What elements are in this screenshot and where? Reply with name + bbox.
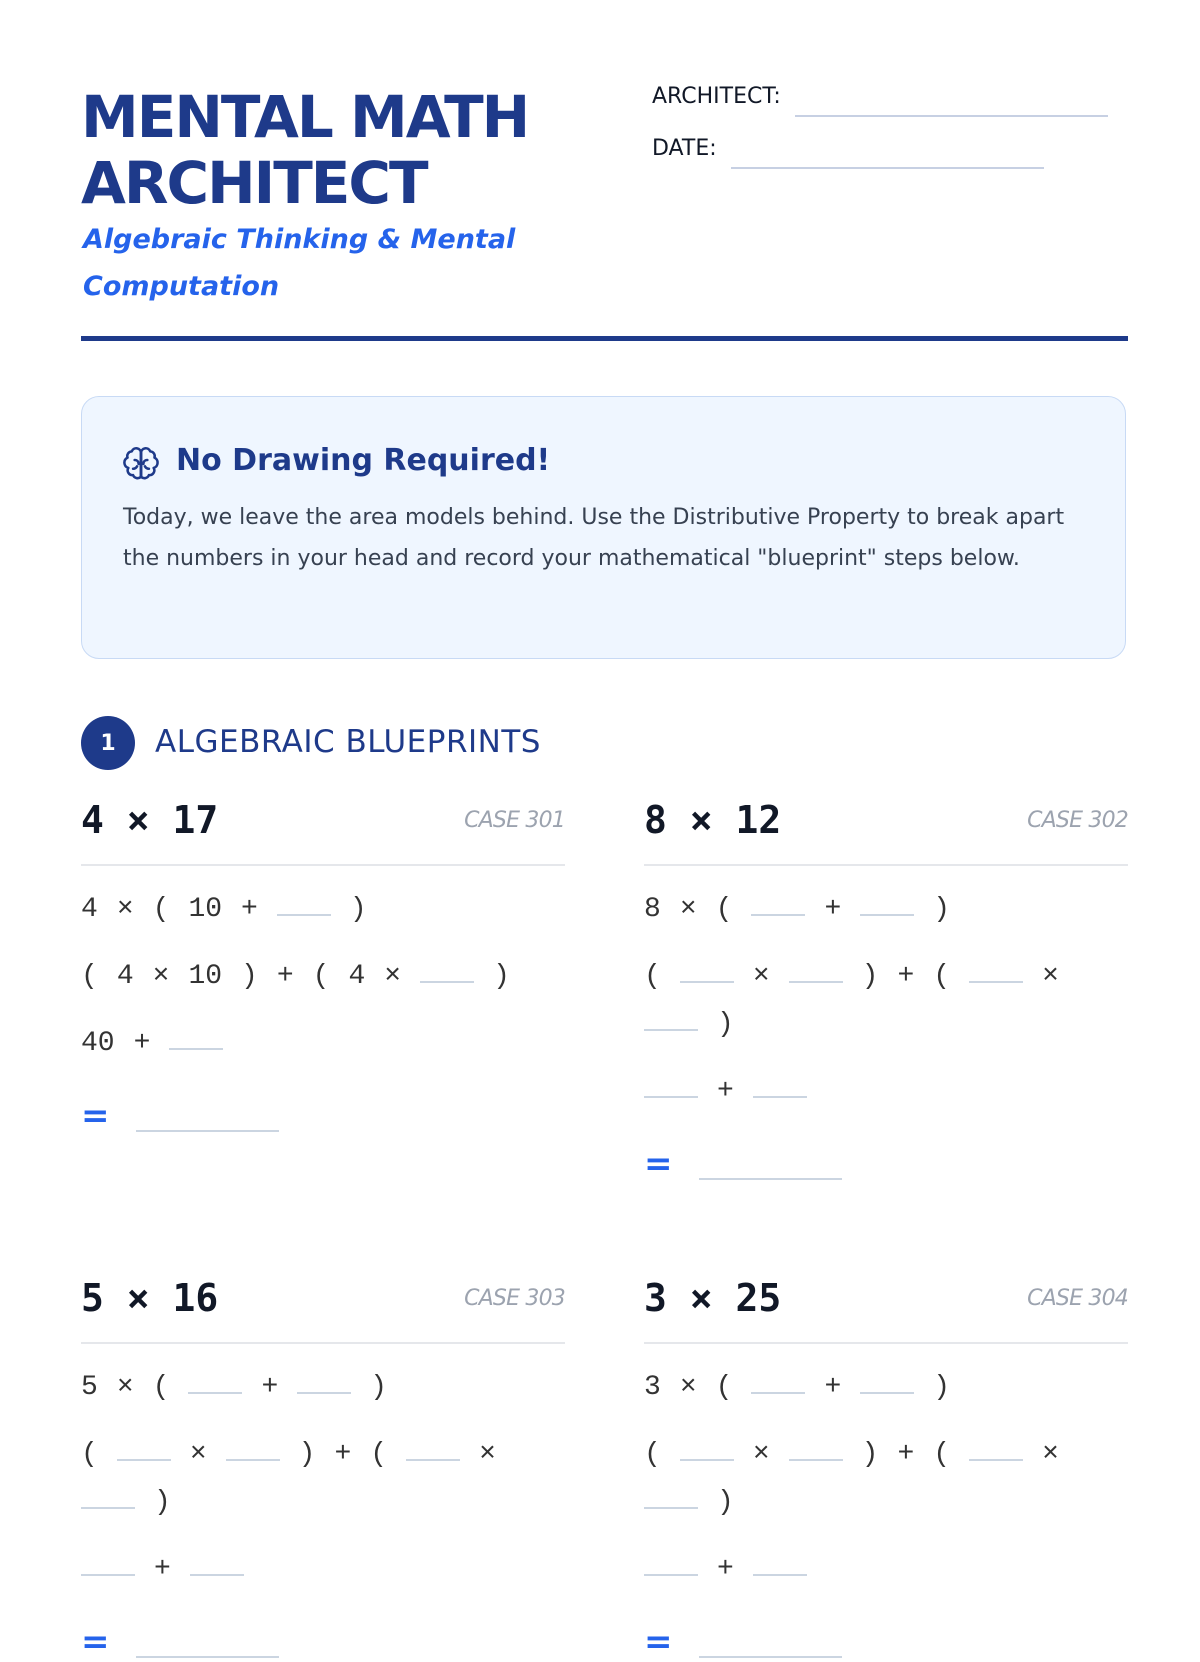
step-token: + [717, 1076, 734, 1107]
step-token: 10 [188, 961, 223, 992]
step-token: × [1042, 1439, 1059, 1470]
step-token: ( [715, 1372, 733, 1403]
step-token: ) [717, 1009, 734, 1040]
page-subtitle: Algebraic Thinking & Mental Computation [83, 224, 516, 302]
step-token: ( [152, 1372, 170, 1403]
page-title: MENTAL MATH ARCHITECT [81, 83, 529, 217]
final-answer [644, 1622, 1128, 1662]
date-label: DATE: [652, 136, 717, 161]
date-field [652, 136, 1044, 161]
case-steps [644, 1344, 1128, 1662]
step-token: ) [154, 1487, 171, 1518]
step-token: × [752, 1439, 770, 1470]
answer-blank[interactable] [644, 1072, 698, 1098]
step-token: + [154, 1554, 171, 1585]
case-card [644, 796, 1128, 1184]
step-token: ( [370, 1439, 388, 1470]
equals-sign: = [644, 1144, 673, 1184]
step-line [81, 1364, 565, 1412]
step-token: ( [644, 1439, 661, 1470]
case-problem: 5 × 16 [81, 1276, 219, 1320]
case-card [81, 796, 565, 1136]
step-token: ) [241, 961, 258, 992]
step-token: × [384, 961, 402, 992]
worksheet-page [81, 0, 1128, 1662]
case-header [81, 1274, 565, 1344]
answer-blank[interactable] [860, 890, 914, 916]
case-id: CASE 302 [1027, 808, 1128, 833]
answer-blank[interactable] [277, 890, 331, 916]
answer-blank[interactable] [644, 1483, 698, 1509]
step-token: + [261, 1372, 279, 1403]
step-token: × [1042, 961, 1059, 992]
step-token: 5 [81, 1372, 98, 1403]
answer-blank[interactable] [789, 957, 843, 983]
answer-blank[interactable] [969, 1435, 1023, 1461]
info-title: No Drawing Required! [176, 443, 551, 478]
step-token: + [897, 1439, 915, 1470]
step-token: × [116, 1372, 134, 1403]
section-title: ALGEBRAIC BLUEPRINTS [155, 724, 541, 760]
step-line [81, 1020, 565, 1068]
final-answer [81, 1096, 565, 1136]
answer-blank[interactable] [297, 1368, 351, 1394]
step-token: ( [933, 961, 951, 992]
case-id: CASE 301 [464, 808, 565, 833]
step-token: + [241, 894, 258, 925]
final-answer-blank[interactable] [136, 1129, 279, 1132]
case-problem: 4 × 17 [81, 798, 219, 842]
step-token: + [334, 1439, 352, 1470]
answer-blank[interactable] [644, 1005, 698, 1031]
final-answer [81, 1622, 565, 1662]
answer-blank[interactable] [644, 1550, 698, 1576]
case-id: CASE 304 [1027, 1286, 1128, 1311]
step-token: ( [81, 1439, 98, 1470]
answer-blank[interactable] [860, 1368, 914, 1394]
info-text: Today, we leave the area models behind. Use the Distributive Property to break apart the numbers in your head and record your mathematical "blueprint" steps below. [123, 505, 1065, 571]
answer-blank[interactable] [789, 1435, 843, 1461]
case-problem: 8 × 12 [644, 798, 782, 842]
answer-blank[interactable] [169, 1024, 223, 1050]
answer-blank[interactable] [188, 1368, 242, 1394]
case-steps [81, 1344, 565, 1662]
step-token: ) [298, 1439, 316, 1470]
brain-icon [122, 445, 160, 483]
step-token: 4 [348, 961, 366, 992]
step-token: ) [933, 1372, 951, 1403]
answer-blank[interactable] [680, 1435, 734, 1461]
architect-field [652, 84, 1108, 109]
answer-blank[interactable] [751, 1368, 805, 1394]
step-line [644, 953, 1128, 1049]
step-token: × [679, 894, 697, 925]
step-token: ) [493, 961, 510, 992]
step-token: ) [349, 894, 367, 925]
step-token: + [897, 961, 915, 992]
step-token: 40 [81, 1028, 115, 1059]
step-line [644, 1068, 1128, 1116]
step-token: × [479, 1439, 496, 1470]
answer-blank[interactable] [751, 890, 805, 916]
final-answer-blank[interactable] [136, 1655, 279, 1658]
architect-label: ARCHITECT: [652, 84, 781, 109]
case-header [81, 796, 565, 866]
answer-blank[interactable] [420, 957, 474, 983]
equals-sign: = [81, 1622, 110, 1662]
case-id: CASE 303 [464, 1286, 565, 1311]
step-line [81, 1546, 565, 1594]
step-token: + [133, 1028, 151, 1059]
step-token: ( [715, 894, 733, 925]
step-token: 10 [188, 894, 223, 925]
step-line [644, 1546, 1128, 1594]
step-token: ) [370, 1372, 388, 1403]
step-token: × [679, 1372, 697, 1403]
section-number-badge: 1 [81, 716, 135, 770]
step-token: + [824, 894, 842, 925]
header-divider [81, 336, 1128, 341]
equals-sign: = [81, 1096, 110, 1136]
step-line [81, 1431, 565, 1527]
step-line [644, 1431, 1128, 1527]
final-answer-blank[interactable] [699, 1655, 842, 1658]
answer-blank[interactable] [969, 957, 1023, 983]
answer-blank[interactable] [81, 1550, 135, 1576]
case-header [644, 1274, 1128, 1344]
step-token: ) [933, 894, 951, 925]
answer-blank[interactable] [753, 1072, 807, 1098]
case-problem: 3 × 25 [644, 1276, 782, 1320]
step-token: 3 [644, 1372, 661, 1403]
step-token: 4 [116, 961, 134, 992]
case-steps [81, 866, 565, 1136]
step-token: + [276, 961, 294, 992]
step-token: ( [644, 961, 661, 992]
date-input-line[interactable] [731, 166, 1044, 169]
step-token: 8 [644, 894, 661, 925]
step-line [644, 886, 1128, 934]
answer-blank[interactable] [81, 1483, 135, 1509]
step-token: + [717, 1554, 734, 1585]
case-steps [644, 866, 1128, 1184]
step-token: × [116, 894, 134, 925]
answer-blank[interactable] [190, 1550, 244, 1576]
answer-blank[interactable] [406, 1435, 460, 1461]
info-box [81, 396, 1126, 659]
step-token: ) [717, 1487, 734, 1518]
case-card [81, 1274, 565, 1662]
case-header [644, 796, 1128, 866]
architect-input-line[interactable] [795, 114, 1108, 117]
step-token: × [752, 961, 770, 992]
step-token: 4 [81, 894, 98, 925]
step-token: ( [312, 961, 330, 992]
case-card [644, 1274, 1128, 1662]
step-token: ( [152, 894, 170, 925]
step-token: × [189, 1439, 207, 1470]
step-token: + [824, 1372, 842, 1403]
step-token: ) [861, 1439, 879, 1470]
answer-blank[interactable] [226, 1435, 280, 1461]
answer-blank[interactable] [680, 957, 734, 983]
step-token: ( [81, 961, 98, 992]
step-token: × [152, 961, 170, 992]
equals-sign: = [644, 1622, 673, 1662]
step-line [81, 886, 565, 934]
final-answer [644, 1144, 1128, 1184]
step-token: ) [861, 961, 879, 992]
answer-blank[interactable] [117, 1435, 171, 1461]
step-line [81, 953, 565, 1001]
step-token: ( [933, 1439, 951, 1470]
step-line [644, 1364, 1128, 1412]
final-answer-blank[interactable] [699, 1177, 842, 1180]
answer-blank[interactable] [753, 1550, 807, 1576]
